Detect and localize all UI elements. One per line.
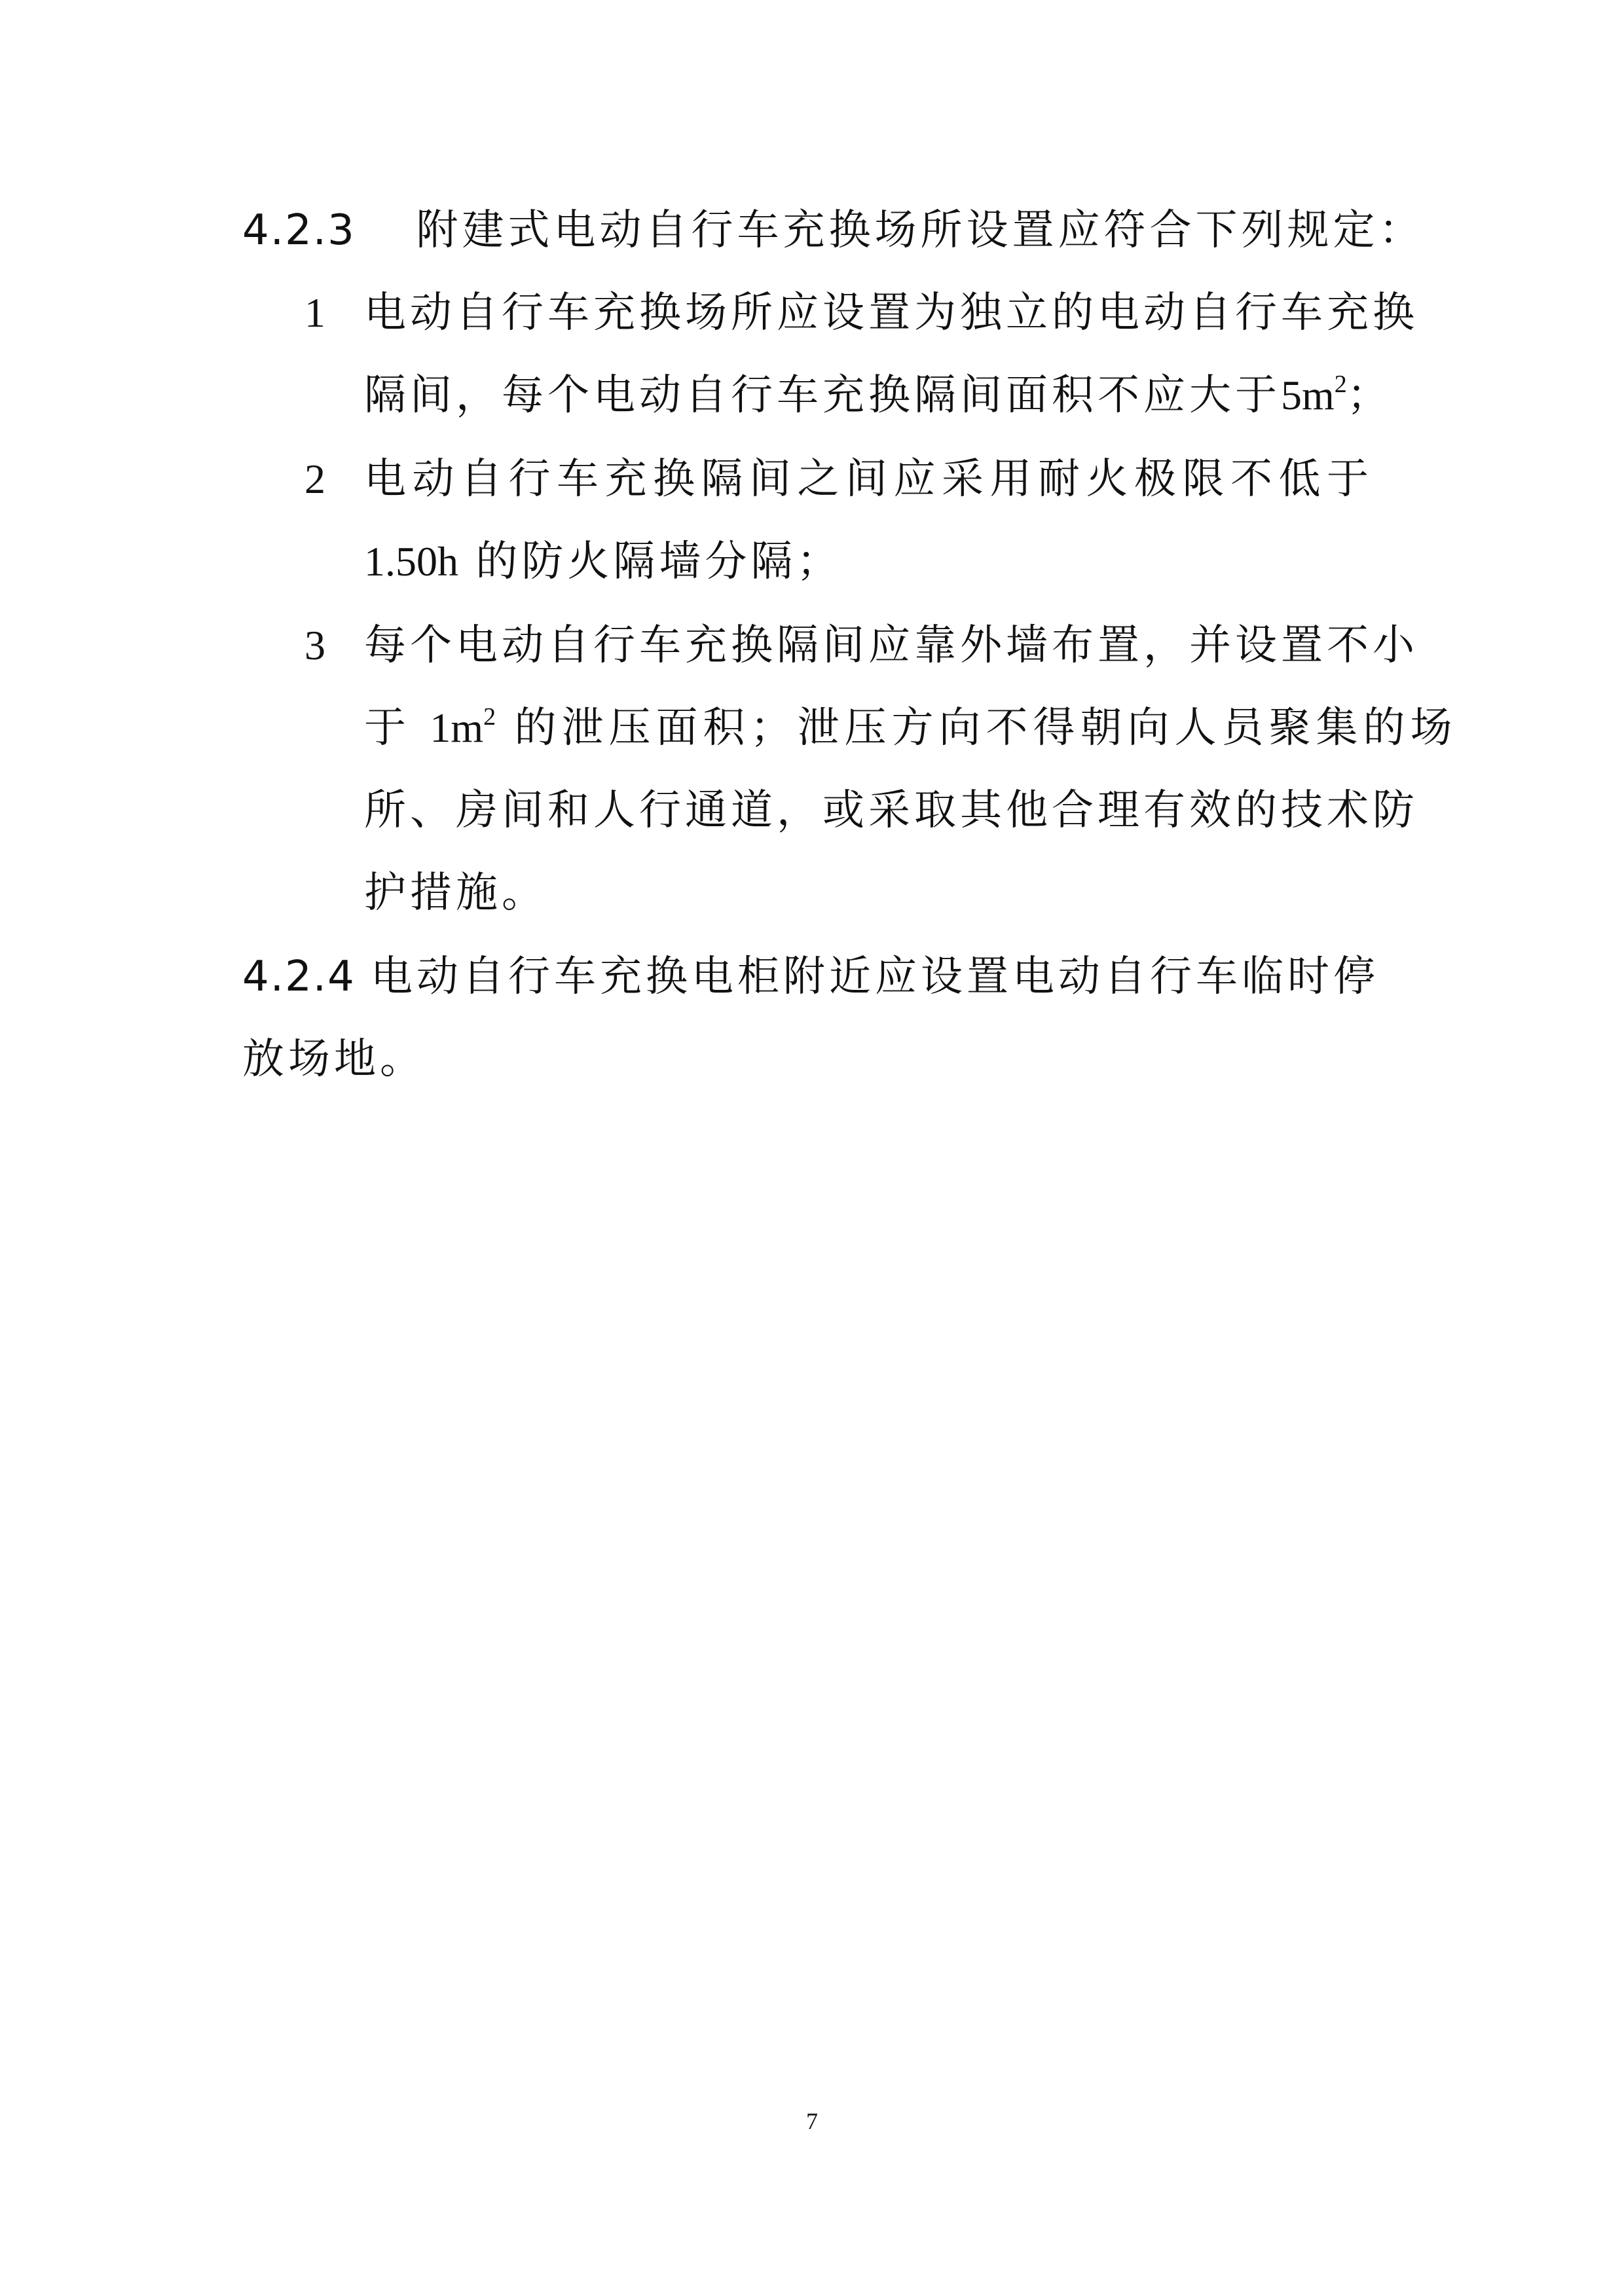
fire-rating-value: 1.50h [364,538,458,585]
item-1-line-1: 电动自行车充换场所应设置为独立的电动自行车充换 [364,289,1418,337]
item-3-line-2 [364,702,1458,752]
clause-4-2-4-line-1 [242,953,1379,1001]
item-number: 1 [304,289,325,336]
item-3-text-b: 的泄压面积；泄压方向不得朝向人员聚集的场 [496,704,1458,752]
area-superscript: 2 [1334,370,1347,398]
clause-4-2-4-line-2: 放场地。 [242,1035,426,1084]
item-3-line-4: 护措施。 [364,869,547,917]
item-1-end: ； [1346,371,1393,420]
relief-area-superscript: 2 [483,702,496,731]
clause-text: 附建式电动自行车充换场所设置应符合下列规定： [416,206,1425,255]
clause-number: 4.2.3 [242,206,356,255]
item-2-text: 的防火隔墙分隔； [458,538,843,586]
item-1-line-2 [364,370,1393,420]
area-value: 5m [1281,372,1335,418]
item-3-line-1: 每个电动自行车充换隔间应靠外墙布置，并设置不小 [364,621,1418,670]
item-2-line-2 [364,538,843,586]
page-number: 7 [806,2108,818,2134]
item-3-text-a: 于 [364,704,430,752]
item-number: 2 [304,456,325,502]
clause-number: 4.2.4 [242,953,356,1001]
clause-4-2-3-heading [242,206,1425,255]
item-2-line-1: 电动自行车充换隔间之间应采用耐火极限不低于 [364,455,1373,503]
item-3-line-3: 所、房间和人行通道，或采取其他合理有效的技术防 [364,786,1418,835]
item-1-text: 隔间，每个电动自行车充换隔间面积不应大于 [364,371,1281,420]
item-number: 3 [304,622,325,668]
clause-text: 电动自行车充换电柜附近应设置电动自行车临时停 [371,953,1379,1001]
relief-area-value: 1m [430,704,484,751]
